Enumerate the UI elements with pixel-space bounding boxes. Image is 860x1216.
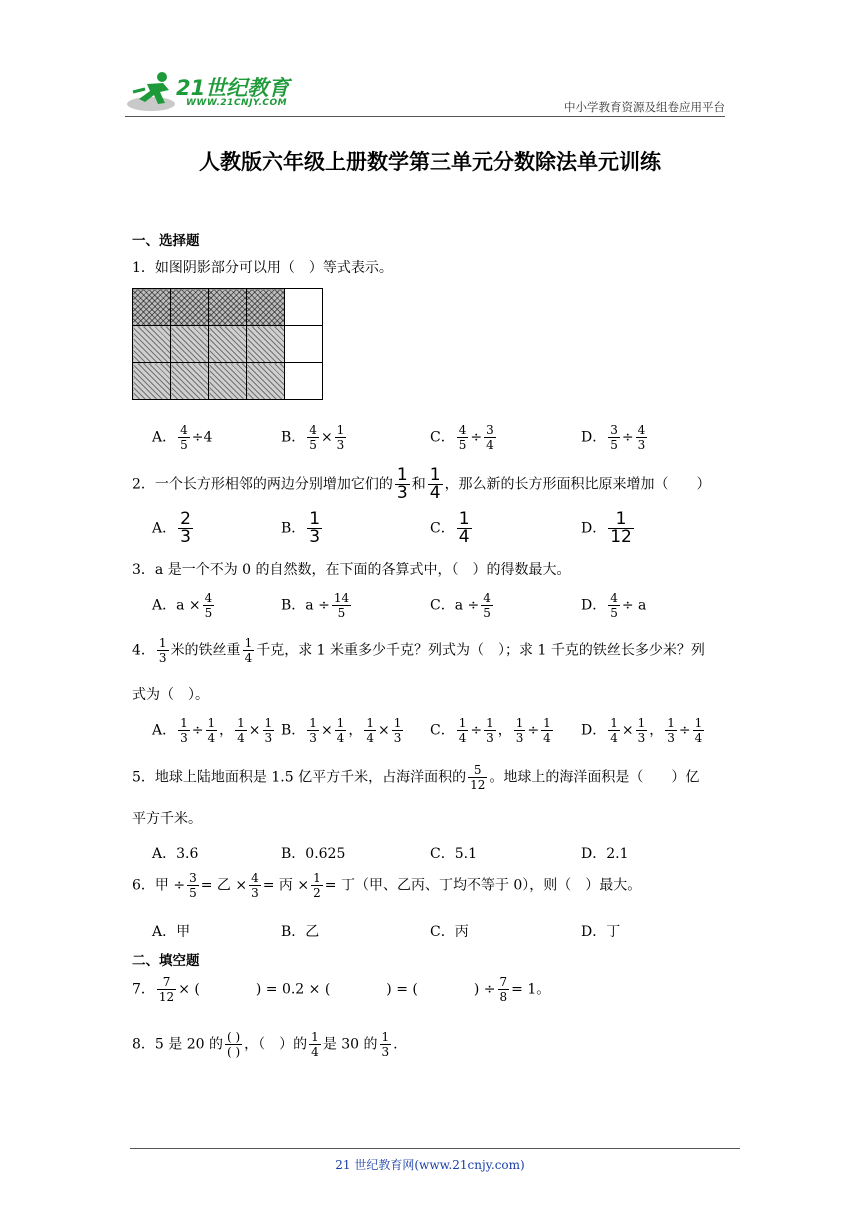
question-3: 3．a 是一个不为 0 的自然数，在下面的各算式中，（ ）的得数最大。 <box>132 562 571 578</box>
q4-option-c[interactable]: C． $\frac{1}{4}$ ÷ $\frac{1}{3}$ ， $\frac{1}{3}$ ÷ $\frac{1}{4}$ <box>430 716 551 745</box>
question-1: 1．如图阴影部分可以用（ ）等式表示。 <box>132 260 393 276</box>
question-4-line2: 式为（ ）。 <box>132 687 209 703</box>
platform-label: 中小学教育资源及组卷应用平台 <box>564 100 725 114</box>
page-title: 人教版六年级上册数学第三单元分数除法单元训练 <box>199 149 661 174</box>
q3-option-b[interactable]: B．a ÷ $\frac{14}{5}$ <box>281 591 350 620</box>
header-divider <box>125 116 725 117</box>
question-2: 2．一个长方形相邻的两边分别增加它们的 $\frac{1}{3}$ 和 $\frac{1}{4}$ ，那么新的长方形面积比原来增加（ ） <box>132 465 711 503</box>
q2-option-d[interactable]: D． $\frac{1}{12}$ <box>581 509 632 547</box>
q5-option-a[interactable]: A．3.6 <box>152 846 199 862</box>
q2-option-c[interactable]: C． $\frac{1}{4}$ <box>430 509 470 547</box>
q3-option-a[interactable]: A．a × $\frac{4}{5}$ <box>152 591 213 620</box>
question-5-line2: 平方千米。 <box>132 811 202 827</box>
logo-url: WWW.21CNJY.COM <box>186 98 288 108</box>
q5-option-d[interactable]: D．2.1 <box>581 846 629 862</box>
q6-option-a[interactable]: A．甲 <box>152 924 191 940</box>
section-heading-fill: 二、填空题 <box>132 953 200 969</box>
question-7: 7． $\frac{7}{12}$ × ( ) = 0.2 × ( ) = ( ) ÷ $\frac{7}{8}$ = 1。 <box>132 975 551 1004</box>
q5-option-b[interactable]: B．0.625 <box>281 846 346 862</box>
q5-option-c[interactable]: C．5.1 <box>430 846 477 862</box>
q6-option-b[interactable]: B．乙 <box>281 924 320 940</box>
q4-option-d[interactable]: D． $\frac{1}{4}$ × $\frac{1}{3}$ ， $\frac{1}{3}$ ÷ $\frac{1}{4}$ <box>581 716 703 745</box>
footer-divider <box>130 1148 740 1149</box>
q3-option-d[interactable]: D． $\frac{4}{5}$ ÷ a <box>581 591 647 620</box>
shaded-grid-figure <box>132 288 323 400</box>
q4-option-b[interactable]: B． $\frac{1}{3}$ × $\frac{1}{4}$ ， $\frac{1}{4}$ × $\frac{1}{3}$ <box>281 716 402 745</box>
q3-option-c[interactable]: C．a ÷ $\frac{4}{5}$ <box>430 591 491 620</box>
section-heading-choice: 一、选择题 <box>132 233 200 249</box>
q6-option-c[interactable]: C．丙 <box>430 924 469 940</box>
question-6: 6．甲 ÷ $\frac{3}{5}$ = 乙 × $\frac{4}{3}$ = 丙 × $\frac{1}{2}$ = 丁（甲、乙丙、丁均不等于 0），则（ ）最大。 <box>132 871 642 900</box>
question-5: 5．地球上陆地面积是 1.5 亿平方千米，占海洋面积的 $\frac{5}{12}$ 。地球上的海洋面积是（ ）亿 <box>132 763 700 792</box>
logo-text: 21世纪教育 <box>176 76 290 100</box>
q1-option-a[interactable]: A． $\frac{4}{5}$ ÷4 <box>152 423 213 452</box>
q7-blanks[interactable]: × ( ) = 0.2 × ( ) = ( ) ÷ <box>178 981 496 998</box>
q6-option-d[interactable]: D．丁 <box>581 924 621 940</box>
q2-option-a[interactable]: A． $\frac{2}{3}$ <box>152 509 191 547</box>
q1-option-b[interactable]: B． $\frac{4}{5}$ × $\frac{1}{3}$ <box>281 423 345 452</box>
question-8: 8．5 是 20 的 $\frac{( )}{( )}$ ，（ ）的 $\frac{1}{4}$ 是 30 的 $\frac{1}{3}$ . <box>132 1030 398 1059</box>
q1-option-c[interactable]: C． $\frac{4}{5}$ ÷ $\frac{3}{4}$ <box>430 423 494 452</box>
q1-option-d[interactable]: D． $\frac{3}{5}$ ÷ $\frac{4}{3}$ <box>581 423 646 452</box>
q8-blank-fraction[interactable]: $\frac{( )}{( )}$ <box>226 1030 241 1059</box>
q4-option-a[interactable]: A． $\frac{1}{3}$ ÷ $\frac{1}{4}$ ， $\frac{1}{4}$ × $\frac{1}{3}$ <box>152 716 273 745</box>
q2-option-b[interactable]: B． $\frac{1}{3}$ <box>281 509 321 547</box>
question-4: 4． $\frac{1}{3}$ 米的铁丝重 $\frac{1}{4}$ 千克，求 1 米重多少千克？列式为（ ）；求 1 千克的铁丝长多少米？列 <box>132 636 705 665</box>
footer-link[interactable]: 21 世纪教育网(www.21cnjy.com) <box>335 1158 525 1172</box>
